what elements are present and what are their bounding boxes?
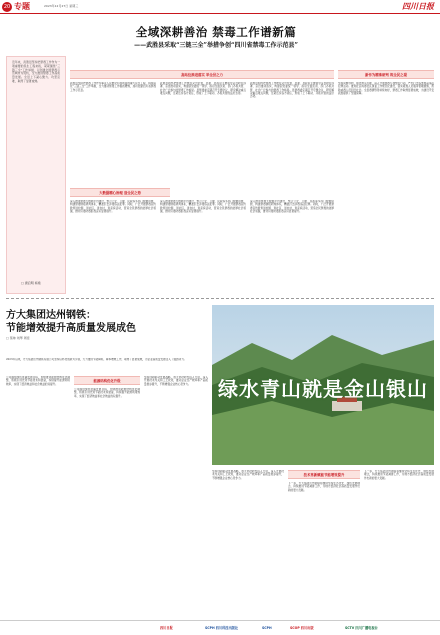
section-divider	[6, 298, 434, 299]
article2-continued	[212, 470, 434, 610]
article1-right-column	[338, 70, 434, 292]
photo-banner-text: 绿水青山就是金山银山	[218, 377, 428, 401]
footer-ad-4: SCOP 四川出版	[290, 626, 314, 630]
footer-ads	[0, 620, 440, 635]
masthead	[0, 0, 440, 14]
article1-section2-text-more: 深入推进禁毒大数据平台建设，整合公安、卫健、民政等多部门数据资源，构建禁毒情报研判体系，精准打击涉毒违法犯罪。同时，广泛开展禁毒宣传教育进校园、进社区、进农村、进家庭活动，营造全民禁毒的浓厚社会氛围，群众识毒防毒拒毒意识显著提升。	[250, 200, 334, 213]
article2-col1-text: 公司围绕绿色低碳发展目标，加快推进能源结构优化调整，积极引进先进节能技术和装备，持续提升能源利用效率，实现了经济效益和社会效益的双提升。	[6, 376, 70, 386]
article2-subheadline: 节能增效提升高质量发展成色	[6, 323, 136, 334]
footer-ad-2: SCPH 四川科技出版社	[205, 626, 239, 630]
article1-section2-text: 深入推进禁毒大数据平台建设，整合公安、卫健、民政等多部门数据资源，构建禁毒情报研判体系，精准打击涉毒违法犯罪。同时，广泛开展禁毒宣传教育进校园、进社区、进农村、进家庭活动，营造全民禁毒的浓厚社会氛围，群众识毒防毒拒毒意识显著提升。	[70, 200, 156, 213]
section-name: 专题	[14, 1, 30, 11]
article1-right-text: 坚持问题导向，强化源头治理，深入开展禁毒专项整治行动，严厉打击各类毒品违法犯罪活动。推进社区戒毒社区康复工作规范化建设，落实吸毒人员服务管理措施，帮助戒毒人员回归社会。全县毒情形势持续向好，禁毒工作取得显著成效，为建设平安武胜提供了坚强保障。	[338, 82, 434, 95]
sidebar-box	[6, 56, 66, 294]
article1-lead: 武胜县坚持把禁毒工作作为事关人民群众切身利益的重大民生工程，持续深化“三链三全”工作举措，全力推动禁毒工作提质增效，成功创建四川省禁毒工作示范县。	[70, 82, 156, 92]
sidebar-author: □ 唐启明 杨艳	[21, 281, 41, 285]
article2-headline: 方大集团达州钢铁：	[6, 310, 96, 321]
article2-col3-text: 坚持创新驱动发展战略，加大科技研发投入力度，深入开展技术攻关和工艺改进，推动企业生产效率和产品质量稳步提升，不断增强企业核心竞争力。	[144, 376, 208, 386]
article1-main-column	[70, 70, 334, 300]
article2-col2-text: 公司围绕绿色低碳发展目标，加快推进能源结构优化调整，积极引进先进节能技术和装备，持续提升能源利用效率，实现了经济效益和社会效益的双提升。	[74, 388, 140, 398]
section-heading-2: 大数据精心治理 造全民之势	[70, 188, 170, 197]
article1-section2-text-cont: 深入推进禁毒大数据平台建设，整合公安、卫健、民政等多部门数据资源，构建禁毒情报研判体系，精准打击涉毒违法犯罪。同时，广泛开展禁毒宣传教育进校园、进社区、进农村、进家庭活动，营造全民禁毒的浓厚社会氛围，群众识毒防毒拒毒意识显著提升。	[160, 200, 246, 213]
date-line: 2023年12月27日 星期三	[44, 4, 79, 8]
article2-section-heading-2: 技术革新赋能节能增效提升	[288, 470, 360, 479]
article1-headline: 全域深耕善治 禁毒工作谱新篇	[135, 25, 297, 39]
section-heading-1: 高站位推进落实 举全县之力	[70, 70, 334, 79]
paper-logo: 四川日报	[402, 1, 434, 11]
footer-ad-3: SCPH	[262, 626, 272, 630]
footer-ad-5: SCTV 四川广播电视台	[345, 626, 378, 630]
footer-ad-1: 四川日报	[160, 626, 173, 630]
page-number: 20	[3, 4, 11, 10]
sidebar-text: 近年来，武胜县坚持把禁毒工作作为一项重要的民生工程来抓，紧紧围绕“三链三全”工作举措，以创建全国禁毒示范城市为契机，全力推进禁毒工作高质量发展。全县上下凝心聚力、攻坚克难，取得了显著成效。	[12, 60, 60, 83]
article1-subheadline: ——武胜县采取“三链三全”举措争创“四川省禁毒工作示范县”	[134, 42, 298, 49]
article2-byline: □ 蔡帅 刘琴 周佳	[6, 336, 30, 340]
section-heading-3: 新作为精准研判 筑全民之堤	[338, 70, 434, 79]
article2-lead: 2023年以来，方大集团达州钢铁有限公司坚持以科技创新为引领，大力推进节能降耗、降本增效工作，取得了显著成效，为企业高质量发展注入了强劲动力。	[6, 358, 187, 361]
article2-section-heading-1: 能源结构优化升级	[74, 376, 140, 385]
article2-col4-text: 坚持创新驱动发展战略，加大科技研发投入力度，深入开展技术攻关和工艺改进，推动企业生产效率和产品质量稳步提升，不断增强企业核心竞争力。	[212, 470, 284, 480]
article2-col6-text: 下一步，方大集团达州钢铁将继续坚持生态优先、绿色发展理念，持续推进节能减排工作，为地方经济社会高质量发展作出新的更大贡献。	[364, 470, 434, 480]
article2-col5-text: 下一步，方大集团达州钢铁将继续坚持生态优先、绿色发展理念，持续推进节能减排工作，为地方经济社会高质量发展作出新的更大贡献。	[288, 482, 360, 492]
article2-body	[6, 358, 208, 624]
article1-section1-text: 武胜县始终把禁毒工作摆在突出位置，县委、县政府主要领导亲自研究部署、亲自推动落实，构建起党委统一领导、政府全面负责、部门齐抓共管、社会广泛参与的禁毒工作格局。县禁毒委定期召开专题会议，研究解决重点难点问题，压紧压实各方责任，形成了上下联动、齐抓共管的良好态势。	[160, 82, 246, 95]
article1-section1-text-cont: 武胜县始终把禁毒工作摆在突出位置，县委、县政府主要领导亲自研究部署、亲自推动落实，构建起党委统一领导、政府全面负责、部门齐抓共管、社会广泛参与的禁毒工作格局。县禁毒委定期召开专题会议，研究解决重点难点问题，压紧压实各方责任，形成了上下联动、齐抓共管的良好态势。	[250, 82, 334, 99]
